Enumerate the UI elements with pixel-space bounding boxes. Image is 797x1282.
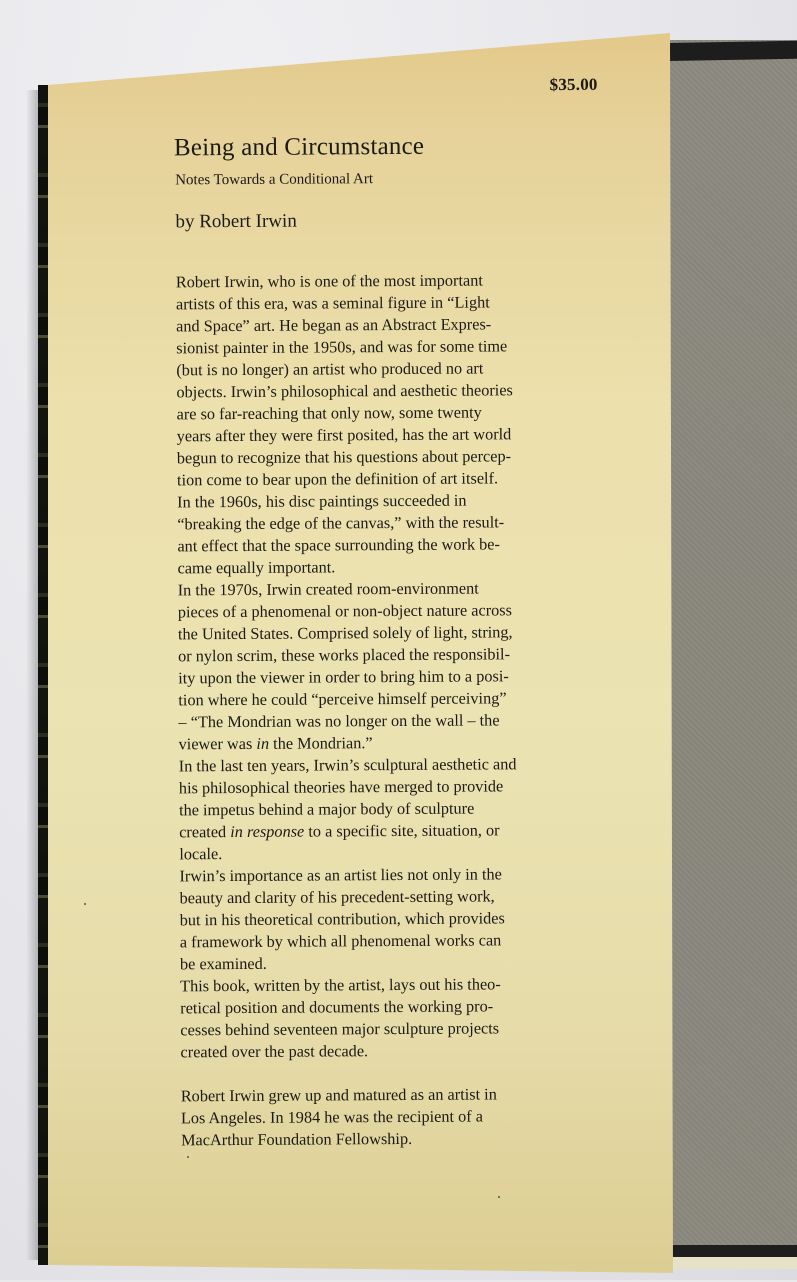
bio-line: MacArthur Foundation Fellowship. <box>180 1128 413 1150</box>
text-line: pieces of a phenomenal or non-object nature across <box>177 600 512 622</box>
price-label: $35.00 <box>549 74 598 95</box>
text-line: “breaking the edge of the canvas,” with the result- <box>177 512 505 534</box>
paper-speck <box>498 1196 500 1198</box>
text-line: a framework by which all phenomenal works can <box>179 930 502 952</box>
text-fragment: viewer was <box>178 733 257 754</box>
text-line: In the 1960s, his disc paintings succeeded in <box>177 490 467 512</box>
text-line: objects. Irwin’s philosophical and aesthetic theories <box>176 380 513 402</box>
text-line: tion come to bear upon the definition of art itself. <box>176 468 499 490</box>
book-subtitle: Notes Towards a Conditional Art <box>175 171 374 189</box>
text-line: be examined. <box>179 953 267 974</box>
text-line: artists of this era, was a seminal figure in “Light <box>175 292 490 314</box>
text-fragment: to a specific site, situation, or <box>304 820 500 841</box>
text-line: years after they were first posited, has the art world <box>176 424 512 446</box>
text-line-italic-mix <box>179 819 609 844</box>
text-line: In the last ten years, Irwin’s sculptural aesthetic and <box>178 754 517 776</box>
text-line-italic-mix <box>179 731 609 756</box>
italic-fragment: in <box>256 733 270 753</box>
text-line: In the 1970s, Irwin created room-environment <box>177 578 479 600</box>
text-line: retical position and documents the working pro- <box>180 996 494 1018</box>
text-line: This book, written by the artist, lays out his theo- <box>180 974 501 996</box>
author-line: by Robert Irwin <box>175 210 297 233</box>
text-fragment: the Mondrian.” <box>269 733 373 753</box>
text-line: locale. <box>179 844 223 864</box>
bio-line: Robert Irwin grew up and matured as an artist in <box>180 1084 497 1106</box>
text-line: and Space” art. He began as an Abstract Expres- <box>176 314 492 336</box>
text-line: but in his theoretical contribution, which provides <box>179 908 505 930</box>
text-line: ant effect that the space surrounding the work be- <box>177 534 500 556</box>
text-line: his philosophical theories have merged to provide <box>178 776 504 798</box>
text-line: begun to recognize that his questions about percep- <box>176 446 512 468</box>
paper-speck <box>84 903 86 905</box>
flap-description <box>176 269 611 1152</box>
bio-line: Los Angeles. In 1984 he was the recipient of a <box>180 1106 483 1128</box>
text-line: are so far-reaching that only now, some twenty <box>176 402 482 424</box>
text-line: came equally important. <box>177 557 336 578</box>
text-line: (but is no longer) an artist who produced no art <box>176 358 484 380</box>
text-line: created over the past decade. <box>180 1041 369 1062</box>
paper-speck <box>187 1156 189 1158</box>
text-line: the impetus behind a major body of sculpture <box>178 798 475 820</box>
text-line: Robert Irwin, who is one of the most important <box>175 270 483 292</box>
paragraph-gap <box>181 1061 611 1086</box>
text-line: – “The Mondrian was no longer on the wall – the <box>178 710 500 732</box>
italic-fragment: in response <box>230 821 305 842</box>
book-title: Being and Circumstance <box>173 132 425 162</box>
text-line: ity upon the viewer in order to bring him to a posi- <box>178 666 509 688</box>
text-line: sionist painter in the 1950s, and was for some time <box>176 336 508 358</box>
text-line: cesses behind seventeen major sculpture projects <box>180 1018 500 1040</box>
text-line: Irwin’s importance as an artist lies not only in the <box>179 864 502 886</box>
text-line: or nylon scrim, these works placed the responsibil- <box>178 644 511 666</box>
text-line: tion where he could “perceive himself perceiving” <box>178 688 507 710</box>
text-line: beauty and clarity of his precedent-setting work, <box>179 886 495 908</box>
text-line: the United States. Comprised solely of light, string, <box>177 622 513 644</box>
text-fragment: created <box>179 822 231 842</box>
